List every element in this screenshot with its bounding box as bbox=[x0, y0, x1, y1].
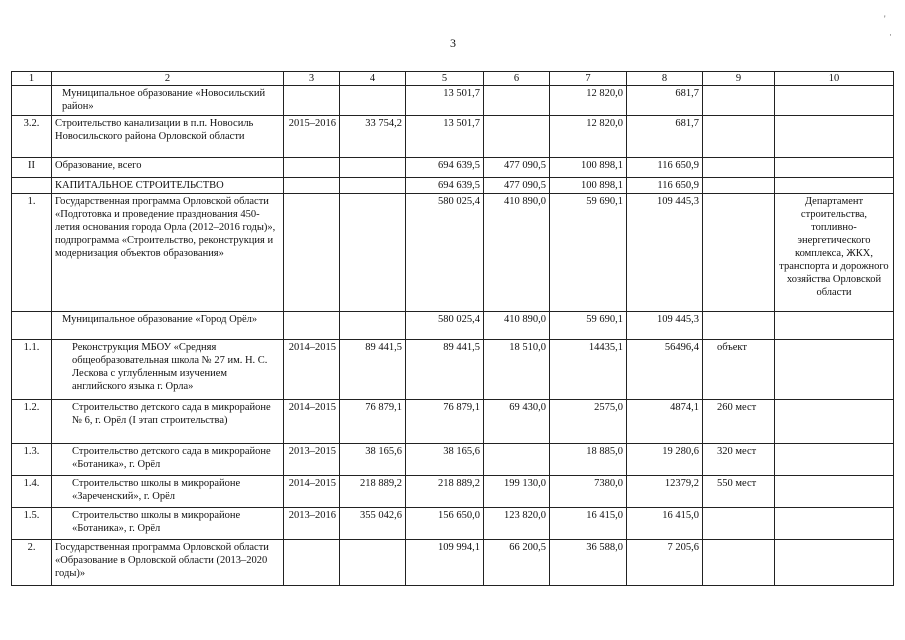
table-cell: 109 445,3 bbox=[627, 312, 703, 340]
table-cell: 16 415,0 bbox=[627, 508, 703, 540]
column-header: 8 bbox=[627, 72, 703, 86]
table-cell: 19 280,6 bbox=[627, 444, 703, 476]
table-cell bbox=[340, 86, 406, 116]
table-cell: 320 мест bbox=[703, 444, 775, 476]
table-cell: 12 820,0 bbox=[550, 86, 627, 116]
column-header: 3 bbox=[284, 72, 340, 86]
table-cell: Строительство детского сада в микрорайоне № 6, г. Орёл (I этап строительства) bbox=[52, 400, 284, 444]
table-row bbox=[12, 116, 894, 158]
table-cell bbox=[340, 158, 406, 178]
table-cell: 681,7 bbox=[627, 116, 703, 158]
table-cell: 89 441,5 bbox=[340, 340, 406, 400]
table-cell bbox=[340, 178, 406, 194]
table-row bbox=[12, 86, 894, 116]
table-cell: 13 501,7 bbox=[406, 86, 484, 116]
column-header: 5 bbox=[406, 72, 484, 86]
table-cell bbox=[284, 158, 340, 178]
table-cell bbox=[775, 178, 894, 194]
table-cell bbox=[703, 178, 775, 194]
table-cell: 12 820,0 bbox=[550, 116, 627, 158]
table-cell: 116 650,9 bbox=[627, 178, 703, 194]
table-row bbox=[12, 444, 894, 476]
table-cell bbox=[340, 312, 406, 340]
table-cell: 1. bbox=[12, 194, 52, 312]
table-cell: 694 639,5 bbox=[406, 178, 484, 194]
table-cell: 218 889,2 bbox=[406, 476, 484, 508]
table-cell: 2014–2015 bbox=[284, 400, 340, 444]
table-cell: Государственная программа Орловской области «Образование в Орловской области (2013–2020 годы)» bbox=[52, 540, 284, 586]
table-cell: 59 690,1 bbox=[550, 194, 627, 312]
data-table bbox=[11, 71, 894, 586]
page-number: 3 bbox=[450, 36, 456, 50]
table-cell bbox=[703, 312, 775, 340]
column-header: 9 bbox=[703, 72, 775, 86]
table-cell: 14435,1 bbox=[550, 340, 627, 400]
table-row bbox=[12, 508, 894, 540]
column-header: 6 bbox=[484, 72, 550, 86]
table-cell: 1.4. bbox=[12, 476, 52, 508]
table-cell: 76 879,1 bbox=[340, 400, 406, 444]
table-cell bbox=[284, 312, 340, 340]
table-cell bbox=[12, 312, 52, 340]
column-header: 4 bbox=[340, 72, 406, 86]
table-cell bbox=[340, 540, 406, 586]
table-cell: 355 042,6 bbox=[340, 508, 406, 540]
table-cell: 260 мест bbox=[703, 400, 775, 444]
table-cell: 2014–2015 bbox=[284, 476, 340, 508]
table-cell: 199 130,0 bbox=[484, 476, 550, 508]
table-cell: 100 898,1 bbox=[550, 158, 627, 178]
table-cell bbox=[703, 508, 775, 540]
table-cell: 38 165,6 bbox=[406, 444, 484, 476]
table-cell: КАПИТАЛЬНОЕ СТРОИТЕЛЬСТВО bbox=[52, 178, 284, 194]
column-header: 10 bbox=[775, 72, 894, 86]
scan-mark: ' bbox=[884, 14, 886, 24]
table-cell bbox=[775, 312, 894, 340]
table-cell: Строительство детского сада в микрорайоне «Ботаника», г. Орёл bbox=[52, 444, 284, 476]
table-cell: 2013–2016 bbox=[284, 508, 340, 540]
table-cell bbox=[775, 400, 894, 444]
table-cell: 694 639,5 bbox=[406, 158, 484, 178]
table-cell bbox=[703, 540, 775, 586]
table-cell: 410 890,0 bbox=[484, 194, 550, 312]
table-cell bbox=[12, 86, 52, 116]
table-cell: 580 025,4 bbox=[406, 312, 484, 340]
table-cell bbox=[284, 194, 340, 312]
table-cell: 477 090,5 bbox=[484, 158, 550, 178]
table-cell: 38 165,6 bbox=[340, 444, 406, 476]
table-row bbox=[12, 194, 894, 312]
table-cell: 89 441,5 bbox=[406, 340, 484, 400]
table-cell: 2013–2015 bbox=[284, 444, 340, 476]
scan-mark: · bbox=[889, 30, 892, 40]
table-cell: 218 889,2 bbox=[340, 476, 406, 508]
table-cell: 56496,4 bbox=[627, 340, 703, 400]
table-cell: 2575,0 bbox=[550, 400, 627, 444]
table-cell: 2. bbox=[12, 540, 52, 586]
table-cell: 18 885,0 bbox=[550, 444, 627, 476]
table-cell: Муниципальное образование «Город Орёл» bbox=[52, 312, 284, 340]
table-cell: 7 205,6 bbox=[627, 540, 703, 586]
table-cell: 36 588,0 bbox=[550, 540, 627, 586]
table-cell: 69 430,0 bbox=[484, 400, 550, 444]
table-cell: II bbox=[12, 158, 52, 178]
table-cell bbox=[775, 444, 894, 476]
table-cell: 3.2. bbox=[12, 116, 52, 158]
table-cell bbox=[284, 178, 340, 194]
table-cell bbox=[775, 508, 894, 540]
table-cell: Государственная программа Орловской области «Подготовка и проведение празднования 450-летия основания города Орла (2012–2016 годы)», подпрограмма «Строительство, реконструкция и модернизация объектов образования» bbox=[52, 194, 284, 312]
table-cell: 100 898,1 bbox=[550, 178, 627, 194]
table-cell: 1.5. bbox=[12, 508, 52, 540]
header-row bbox=[12, 72, 894, 86]
table-cell: 76 879,1 bbox=[406, 400, 484, 444]
table-cell: 156 650,0 bbox=[406, 508, 484, 540]
table-cell bbox=[484, 444, 550, 476]
table-cell: 33 754,2 bbox=[340, 116, 406, 158]
table-cell bbox=[775, 476, 894, 508]
table-cell: Строительство школы в микрорайоне «Ботаника», г. Орёл bbox=[52, 508, 284, 540]
table-row bbox=[12, 340, 894, 400]
table-cell: 580 025,4 bbox=[406, 194, 484, 312]
table-cell bbox=[775, 116, 894, 158]
table-cell bbox=[284, 86, 340, 116]
table-cell bbox=[703, 116, 775, 158]
table-cell: Строительство канализации в п.п. Новосиль Новосильского района Орловской области bbox=[52, 116, 284, 158]
table-cell bbox=[775, 540, 894, 586]
table-cell bbox=[12, 178, 52, 194]
table-cell: 109 445,3 bbox=[627, 194, 703, 312]
table-cell bbox=[775, 158, 894, 178]
table-cell: Реконструкция МБОУ «Средняя общеобразовательная школа № 27 им. Н. С. Лескова с углубленным изучением английского языка г. Орла» bbox=[52, 340, 284, 400]
table-cell: 123 820,0 bbox=[484, 508, 550, 540]
column-header: 1 bbox=[12, 72, 52, 86]
column-header: 7 bbox=[550, 72, 627, 86]
table-row bbox=[12, 178, 894, 194]
table-cell: 1.1. bbox=[12, 340, 52, 400]
table-cell: 16 415,0 bbox=[550, 508, 627, 540]
table-cell: 18 510,0 bbox=[484, 340, 550, 400]
table-row bbox=[12, 158, 894, 178]
table-cell bbox=[703, 158, 775, 178]
table-cell: 550 мест bbox=[703, 476, 775, 508]
table-cell bbox=[703, 86, 775, 116]
table-cell: 66 200,5 bbox=[484, 540, 550, 586]
table-cell bbox=[484, 116, 550, 158]
table-cell: 2015–2016 bbox=[284, 116, 340, 158]
table-cell: 7380,0 bbox=[550, 476, 627, 508]
table-cell: 410 890,0 bbox=[484, 312, 550, 340]
table-cell: 109 994,1 bbox=[406, 540, 484, 586]
table-cell: объект bbox=[703, 340, 775, 400]
table-row bbox=[12, 540, 894, 586]
table-cell bbox=[775, 86, 894, 116]
table-row bbox=[12, 476, 894, 508]
table-cell: 116 650,9 bbox=[627, 158, 703, 178]
table-cell: 2014–2015 bbox=[284, 340, 340, 400]
table-cell: Департамент строительства, топливно-энергетического комплекса, ЖКХ, транспорта и дорожного хозяйства Орловской области bbox=[775, 194, 894, 312]
table-cell: 4874,1 bbox=[627, 400, 703, 444]
table-cell: Образование, всего bbox=[52, 158, 284, 178]
table-cell bbox=[484, 86, 550, 116]
table-cell: 1.3. bbox=[12, 444, 52, 476]
table-cell: 477 090,5 bbox=[484, 178, 550, 194]
column-header: 2 bbox=[52, 72, 284, 86]
table-row bbox=[12, 312, 894, 340]
table-cell bbox=[703, 194, 775, 312]
table-cell: 1.2. bbox=[12, 400, 52, 444]
table-cell bbox=[775, 340, 894, 400]
table-cell: 13 501,7 bbox=[406, 116, 484, 158]
table-cell bbox=[340, 194, 406, 312]
table-cell bbox=[284, 540, 340, 586]
table-cell: 59 690,1 bbox=[550, 312, 627, 340]
table-row bbox=[12, 400, 894, 444]
table-cell: Строительство школы в микрорайоне «Зареченский», г. Орёл bbox=[52, 476, 284, 508]
table-cell: Муниципальное образование «Новосильский район» bbox=[52, 86, 284, 116]
table-cell: 12379,2 bbox=[627, 476, 703, 508]
table-cell: 681,7 bbox=[627, 86, 703, 116]
